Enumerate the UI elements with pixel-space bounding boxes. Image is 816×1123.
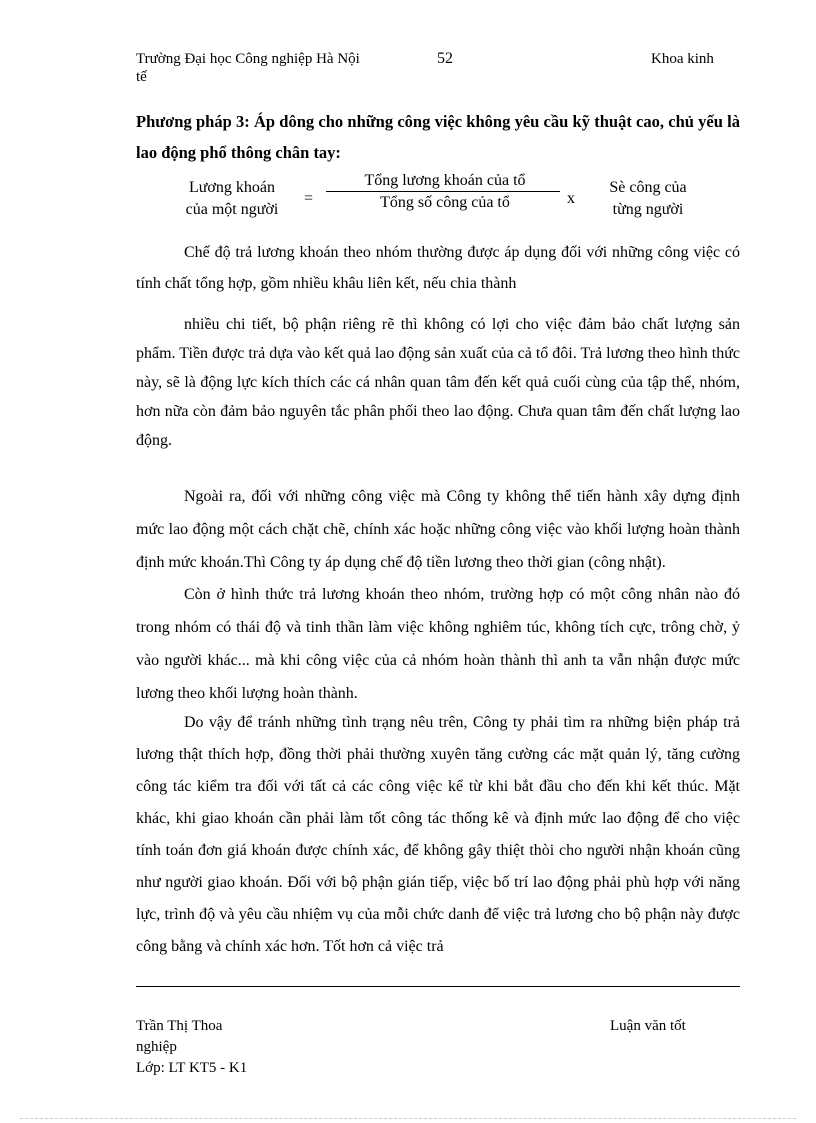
formula-right-line1: Sè công của bbox=[609, 179, 687, 196]
paragraph-4-text: Còn ở hình thức trả lương khoán theo nhóm, trường hợp có một công nhân nào đó trong nhóm có thái độ và tinh thần làm việc không nghiêm túc, không tích cực, trông chờ, ỷ vào người khác... mà khi công việc của cả nhóm hoàn thành thì anh ta vẫn nhận được mức lương theo khối lượng hoàn thành. bbox=[136, 586, 740, 702]
paragraph-2 bbox=[136, 310, 740, 455]
paragraph-1 bbox=[136, 237, 740, 299]
header-department-wrap: tế bbox=[136, 69, 147, 85]
formula-left-line1: Lương khoán bbox=[188, 179, 275, 196]
footer-rule bbox=[136, 986, 740, 987]
formula-equals: = bbox=[304, 190, 314, 207]
formula-right-term bbox=[590, 177, 706, 221]
paragraph-3 bbox=[136, 480, 740, 579]
paragraph-1-text: Chế độ trả lương khoán theo nhóm thường được áp dụng đối với những công việc có tính chất tổng hợp, gồm nhiều khâu liên kết, nếu chia thành bbox=[136, 244, 740, 292]
formula-left-term bbox=[170, 177, 294, 221]
paragraph-5-text: Do vậy để tránh những tình trạng nêu trên, Công ty phải tìm ra những biện pháp trả lương thật thích hợp, đồng thời phải thường xuyên tăng cường các mặt quản lý, tăng cường công tác kiểm tra đối với tất cả các công việc kể từ khi bắt đầu cho đến khi kết thúc. Mặt khác, khi giao khoán cần phải làm tốt công tác thống kê và định mức lao động để cho việc tính toán đơn giá khoán được chính xác, để không gây thiệt thòi cho người nhận khoán cũng như người giao khoán. Đối với bộ phận gián tiếp, việc bố trí lao động phải phù hợp với năng lực, trình độ và yêu cầu nhiệm vụ của mỗi chức danh để việc trả lương cho bộ phận này được công bằng và chính xác hơn. Tốt hơn cả việc trả bbox=[136, 714, 740, 955]
page-number: 52 bbox=[437, 50, 453, 67]
paragraph-5 bbox=[136, 707, 740, 963]
formula-numerator: Tổng lương khoán của tổ bbox=[364, 172, 526, 189]
footer-thesis-wrap: nghiệp bbox=[136, 1039, 177, 1055]
paragraph-4 bbox=[136, 578, 740, 710]
formula-right-line2: từng người bbox=[612, 201, 684, 218]
formula-times: x bbox=[567, 190, 575, 207]
section-heading: Phương pháp 3: Áp dông cho những công việc không yêu cầu kỹ thuật cao, chủ yếu là lao động phổ thông chân tay: bbox=[136, 112, 740, 162]
formula-left-line2: của một người bbox=[185, 201, 279, 218]
footer-thesis: Luận văn tốt bbox=[610, 1018, 686, 1034]
header-department: Khoa kinh bbox=[651, 51, 714, 67]
formula-denominator: Tổng số công của tổ bbox=[380, 194, 510, 211]
header-school: Trường Đại học Công nghiệp Hà Nội bbox=[136, 51, 360, 67]
footer-author: Trần Thị Thoa bbox=[136, 1018, 223, 1034]
page-edge bbox=[20, 1118, 796, 1119]
footer-class: Lớp: LT KT5 - K1 bbox=[136, 1060, 248, 1076]
paragraph-3-text: Ngoài ra, đối với những công việc mà Công ty không thể tiến hành xây dựng định mức lao động một cách chặt chẽ, chính xác hoặc những công việc vào khối lượng hoàn thành định mức khoán.Thì Công ty áp dụng chế độ tiền lương theo thời gian (công nhật). bbox=[136, 488, 740, 571]
paragraph-2-text: nhiều chi tiết, bộ phận riêng rẽ thì không có lợi cho việc đảm bảo chất lượng sản phẩm. Tiền được trả dựa vào kết quả lao động sản xuất của cả tổ đôi. Trả lương theo hình thức này, sẽ là động lực kích thích các cá nhân quan tâm đến kết quả cuối cùng của tập thể, nhóm, hơn nữa còn đảm bảo nguyên tắc phân phối theo lao động. Chưa quan tâm đến chất lượng lao động. bbox=[136, 316, 740, 449]
